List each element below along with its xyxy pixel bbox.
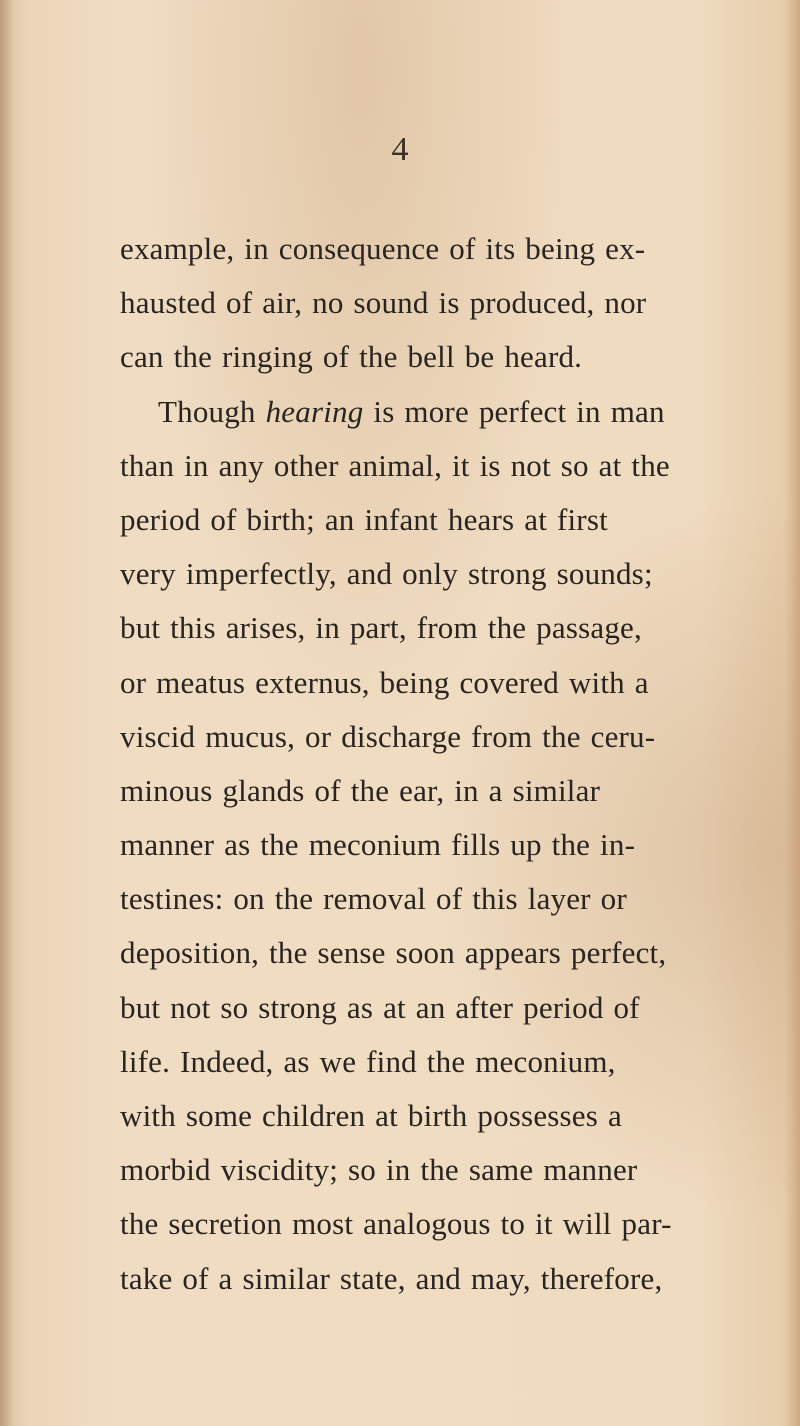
text-line: but this arises, in part, from the passage, [120, 610, 642, 646]
text-line: can the ringing of the bell be heard. [120, 339, 583, 375]
text-run: Though [158, 393, 266, 429]
text-line: or meatus externus, being covered with a [120, 664, 649, 700]
text-line: very imperfectly, and only strong sounds; [120, 556, 653, 592]
text-line: take of a similar state, and may, therefore, [120, 1260, 663, 1296]
body-text [120, 222, 800, 1306]
text-line: the secretion most analogous to it will par- [120, 1206, 672, 1242]
text-line: example, in consequence of its being ex- [120, 231, 646, 266]
text-line: testines: on the removal of this layer or [120, 881, 627, 917]
text-line: life. Indeed, as we find the meconium, [120, 1043, 616, 1079]
spine-shadow [0, 0, 14, 1426]
text-line: manner as the meconium fills up the in- [120, 827, 636, 863]
text-line: morbid viscidity; so in the same manner [120, 1152, 638, 1188]
text-line: with some children at birth possesses a [120, 1098, 622, 1133]
text-line: deposition, the sense soon appears perfect, [120, 935, 667, 971]
text-line: but not so strong as at an after period of [120, 989, 640, 1025]
text-line: period of birth; an infant hears at first [120, 501, 608, 537]
italic-term: hearing [265, 393, 364, 429]
text-line: viscid mucus, or discharge from the ceru- [120, 718, 656, 754]
text-run: is more perfect in man [363, 393, 665, 429]
text-line-paragraph-start [120, 385, 800, 439]
text-line: hausted of air, no sound is produced, nor [120, 285, 647, 321]
text-line: minous glands of the ear, in a similar [120, 772, 601, 808]
page-number: 4 [391, 131, 409, 168]
text-line: than in any other animal, it is not so at the [120, 447, 670, 483]
